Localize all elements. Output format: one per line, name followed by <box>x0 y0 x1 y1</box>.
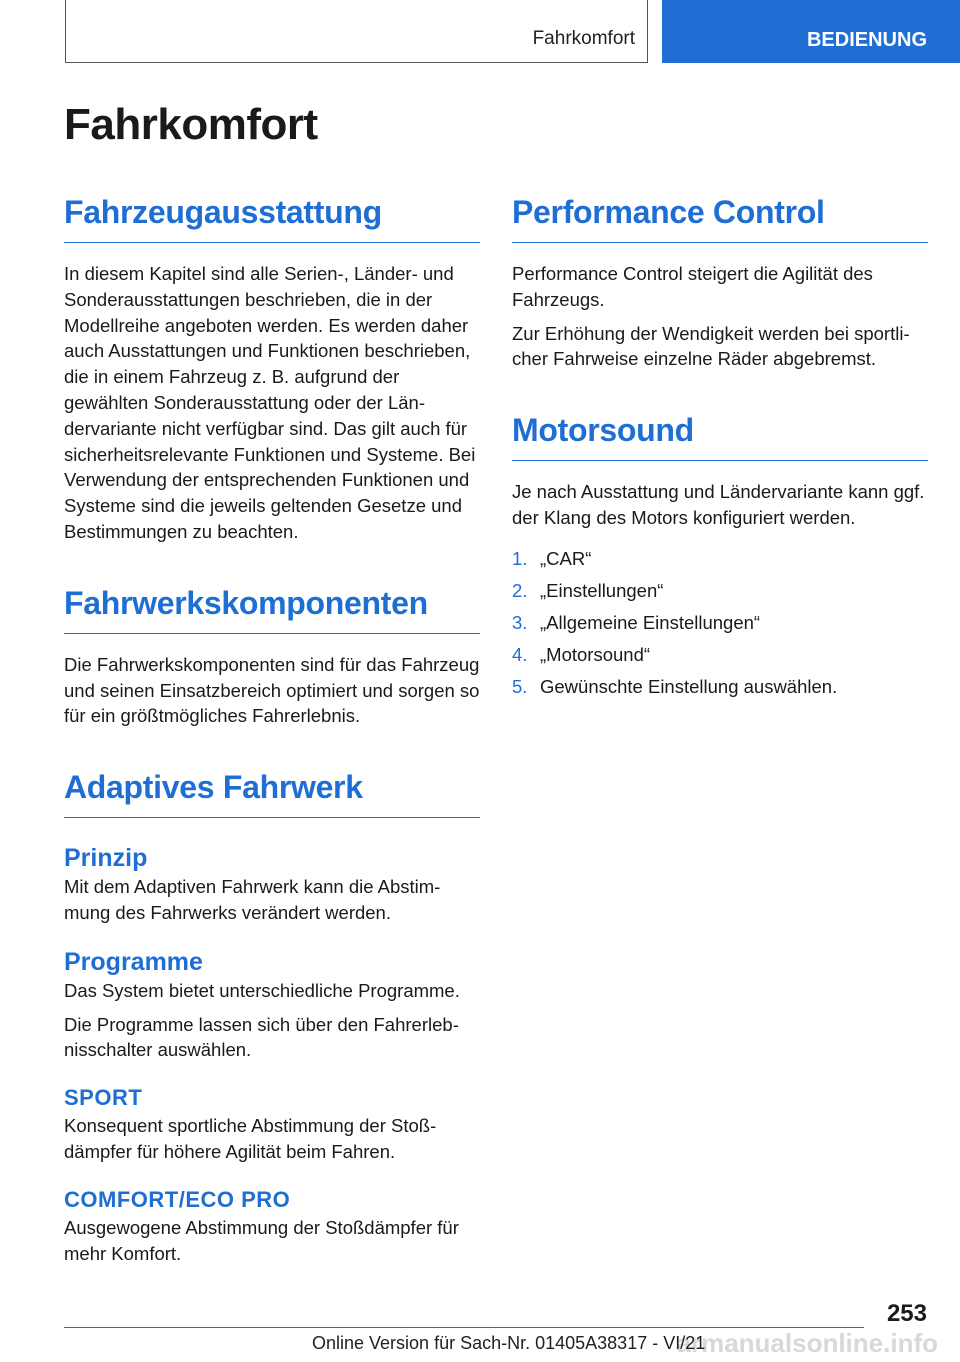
subheading-programme: Programme <box>64 947 203 976</box>
heading-motorsound: Motorsound <box>512 410 928 461</box>
subheading-prinzip: Prinzip <box>64 844 148 873</box>
paragraph-performance-control-2: Zur Erhöhung der Wendigkeit werden bei sportlicher Fahrweise einzelne Räder abgebremst. <box>512 322 910 370</box>
header-chapter-label: BEDIENUNG <box>806 29 927 51</box>
subheading-sport: SPORT <box>64 1085 143 1111</box>
header-chapter-tab <box>662 0 960 63</box>
right-column <box>512 192 928 703</box>
paragraph-programme-2: Die Programme lassen sich über den Fahrerlebnisschalter auswählen. <box>64 1013 459 1061</box>
paragraph-motorsound: Je nach Ausstattung und Ländervariante kann ggf. der Klang des Motors konfiguriert werden. <box>512 481 925 528</box>
heading-fahrwerkskomponenten: Fahrwerkskomponenten <box>64 583 480 634</box>
paragraph-sport: Konsequent sportliche Abstimmung der Stoßdämpfer für höhere Agilität beim Fahren. <box>64 1115 437 1162</box>
watermark: armanualsonline.info <box>676 1328 938 1358</box>
motorsound-steps <box>512 543 928 703</box>
page-number: 253 <box>886 1300 927 1327</box>
paragraph-prinzip: Mit dem Adaptiven Fahrwerk kann die Abstimmung des Fahrwerks verändert werden. <box>64 876 441 923</box>
left-column <box>64 192 480 1266</box>
footer-online-version: Online Version für Sach-Nr. 01405A38317 - VI/21 <box>312 1333 706 1353</box>
heading-adaptives-fahrwerk: Adaptives Fahrwerk <box>64 767 480 818</box>
paragraph-fahrwerkskomponenten: Die Fahrwerkskomponenten sind für das Fahrzeug und seinen Einsatzbereich optimiert und sorgen so für ein größtmögliches Fahrerlebnis. <box>64 653 480 727</box>
heading-performance-control: Performance Control <box>512 192 928 243</box>
paragraph-programme-1: Das System bietet unterschiedliche Programme. <box>64 979 460 1001</box>
list-item: 3. „Allgemeine Einstellungen“ <box>512 611 761 633</box>
page-title: Fahrkomfort <box>64 100 318 149</box>
paragraph-fahrzeugausstattung: In diesem Kapitel sind alle Serien-, Länder- und Sonderausstattungen beschrieben, die in der Modellreihe angeboten werden. Es werden daher auch Ausstattungen und Funktionen beschrieben, die in einem Fahrzeug z. B. aufgrund der gewählten Sonderausstattung oder der Ländervariante nicht verfügbar sind. Das gilt auch für sicherheitsrelevante Funktionen und Systeme. Bei Verwendung der entsprechenden Funktionen und Systeme sind die jeweils geltenden Gesetze und Bestimmungen zu beachten. <box>64 263 476 542</box>
list-item: 1. „CAR“ <box>512 547 592 569</box>
header-section-title: Fahrkomfort <box>532 28 635 49</box>
paragraph-performance-control-1: Performance Control steigert die Agilität des Fahrzeugs. <box>512 263 873 310</box>
subheading-comfort-eco-pro: COMFORT/ECO PRO <box>64 1186 291 1212</box>
header-section-box <box>65 0 648 63</box>
paragraph-comfort-eco-pro: Ausgewogene Abstimmung der Stoßdämpfer für mehr Komfort. <box>64 1216 459 1264</box>
list-item: 5. Gewünschte Einstellung auswählen. <box>512 675 838 697</box>
list-item: 4. „Motorsound“ <box>512 643 651 665</box>
heading-fahrzeugausstattung: Fahrzeugausstattung <box>64 192 480 243</box>
list-item: 2. „Einstellungen“ <box>512 579 664 601</box>
